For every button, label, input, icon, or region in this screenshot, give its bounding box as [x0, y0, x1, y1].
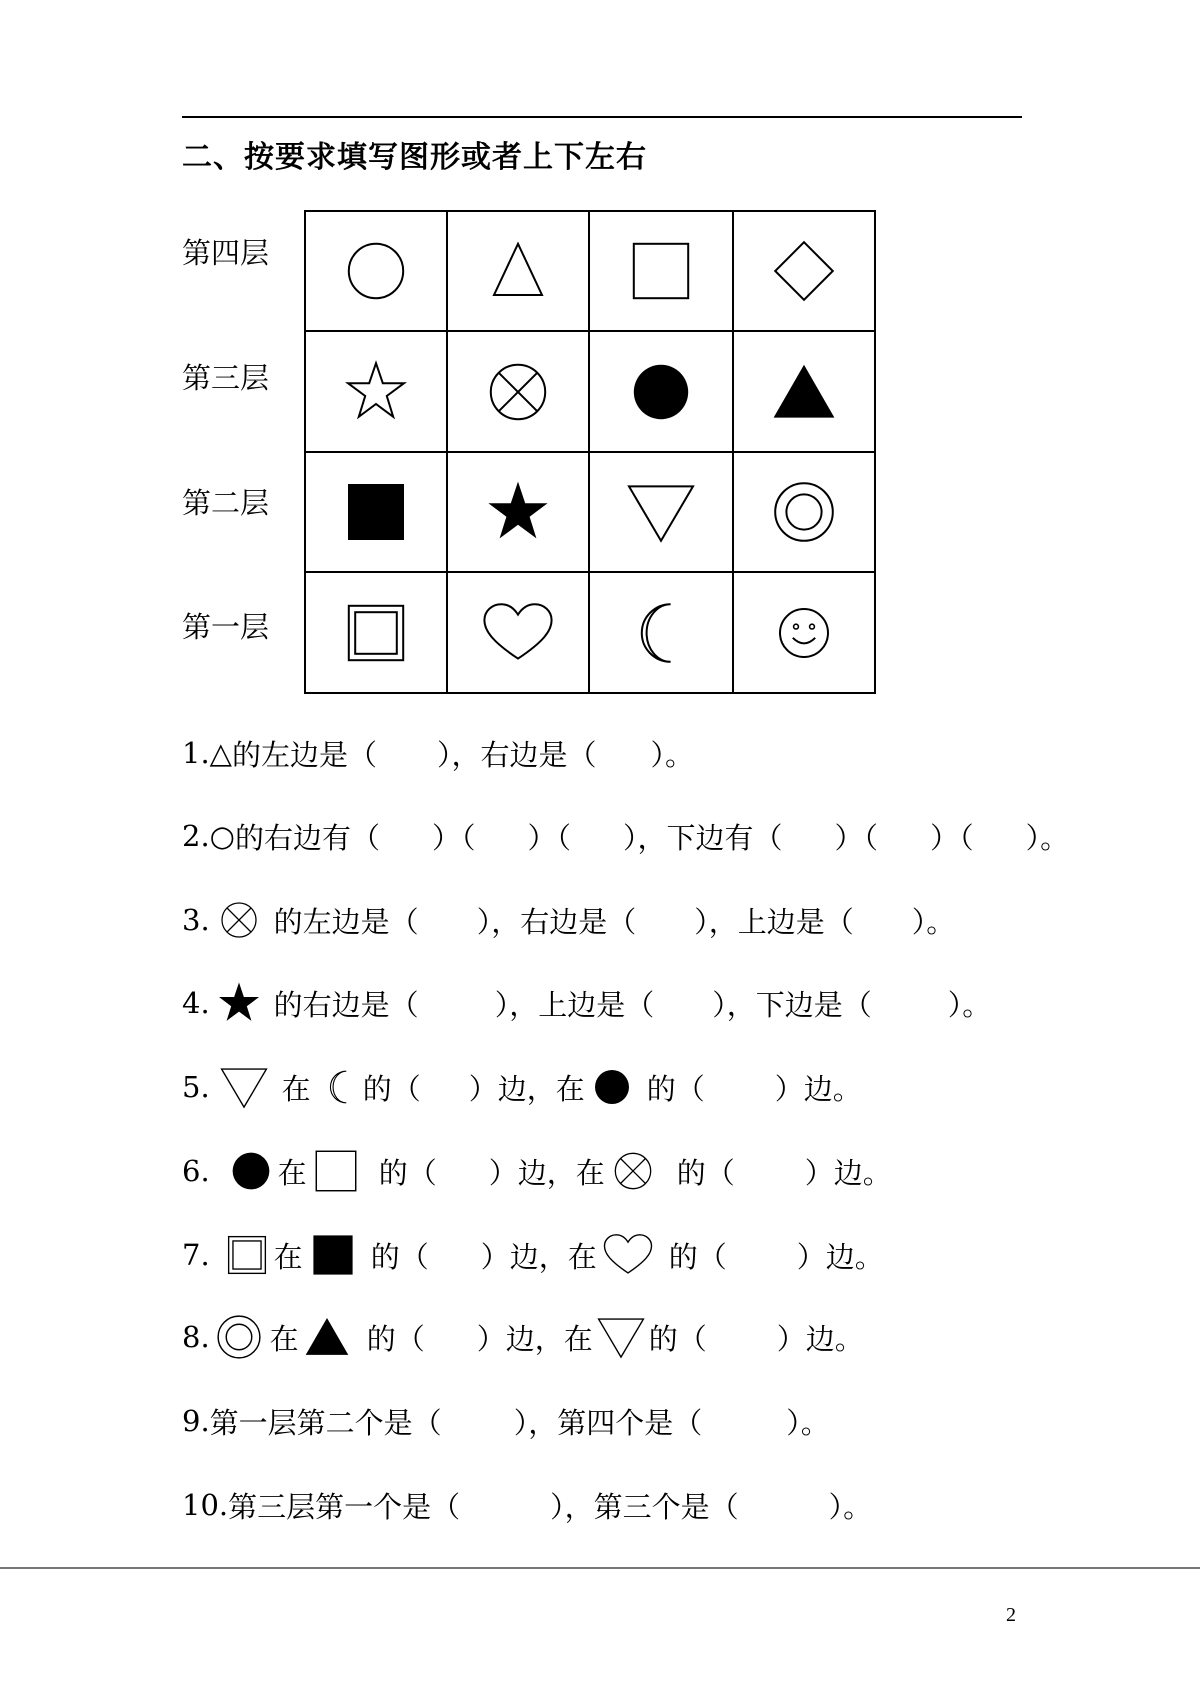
- grid-cell: [590, 212, 734, 332]
- grid-cell: [448, 573, 590, 692]
- question-text: ）（: [432, 820, 476, 855]
- triangle-down-icon: [593, 1309, 649, 1365]
- question-text: 在: [281, 1071, 311, 1106]
- star-outline-icon: [336, 352, 416, 432]
- question-8: [182, 1314, 864, 1360]
- question-text: 的左边是（: [231, 737, 377, 772]
- question-text: 在: [277, 1155, 307, 1190]
- heart-icon: [597, 1227, 659, 1283]
- question-text: ）。: [1025, 820, 1070, 855]
- question-5: [182, 1064, 862, 1110]
- question-7: [182, 1232, 884, 1278]
- question-2: [182, 813, 1069, 859]
- question-text: ），下边是（: [712, 987, 872, 1022]
- question-text: 的（: [668, 1239, 727, 1274]
- question-text: 的（: [648, 1321, 707, 1356]
- question-text: ）边。: [776, 1321, 864, 1356]
- triangle-symbol: △: [209, 736, 232, 770]
- double-circle-icon: [764, 472, 844, 552]
- grid-cell: [306, 332, 448, 453]
- grid-cell: [306, 453, 448, 573]
- heart-icon: [478, 593, 558, 673]
- circle-cross-icon: [607, 1145, 659, 1197]
- question-3: [182, 897, 955, 943]
- star-filled-icon: [212, 976, 266, 1030]
- question-9: [182, 1398, 830, 1444]
- circle-cross-icon: [478, 352, 558, 432]
- question-text: 第三层第一个是（: [228, 1489, 461, 1524]
- circle-filled-icon: [587, 1062, 637, 1112]
- question-10: [182, 1482, 872, 1528]
- header-rule: [182, 116, 1022, 118]
- question-text: 的右边有（: [234, 820, 380, 855]
- grid-cell: [734, 332, 874, 453]
- layer-label-1: 第一层: [182, 610, 270, 644]
- square-filled-icon: [305, 1227, 361, 1283]
- diamond-icon: [764, 231, 844, 311]
- circle-filled-icon: [224, 1144, 278, 1198]
- grid-cell: [734, 212, 874, 332]
- question-text: ），上边是（: [494, 987, 655, 1022]
- grid-cell: [734, 453, 874, 573]
- crescent-icon: [621, 593, 701, 673]
- question-6: [182, 1148, 892, 1194]
- question-text: ）（: [527, 820, 572, 855]
- square-icon: [307, 1142, 365, 1200]
- question-text: ）。: [911, 904, 956, 939]
- question-number: 7.: [182, 1238, 210, 1272]
- square-icon: [621, 231, 701, 311]
- square-filled-icon: [336, 472, 416, 552]
- crescent-icon: [319, 1061, 363, 1113]
- footer-rule: [0, 1567, 1200, 1569]
- triangle-filled-icon: [299, 1309, 355, 1365]
- question-text: 的（: [362, 1071, 421, 1106]
- circle-filled-icon: [621, 352, 701, 432]
- grid-cell: [590, 453, 734, 573]
- question-text: 的（: [646, 1071, 705, 1106]
- triangle-down-icon: [621, 472, 701, 552]
- question-text: ）。: [828, 1489, 873, 1524]
- question-text: ）。: [786, 1405, 830, 1440]
- question-text: 的右边是（: [273, 987, 419, 1022]
- layer-label-2: 第二层: [182, 486, 270, 520]
- layer-label-4: 第四层: [182, 236, 270, 270]
- question-text: ），第三个是（: [550, 1489, 739, 1524]
- question-text: ）。: [650, 737, 695, 772]
- question-text: ）边，在: [480, 1239, 597, 1274]
- question-text: 在: [273, 1239, 303, 1274]
- question-text: ），右边是（: [476, 904, 637, 939]
- question-text: 第一层第二个是（: [209, 1405, 442, 1440]
- grid-cell: [306, 573, 448, 692]
- question-text: 的（: [676, 1155, 735, 1190]
- section-title: 二、按要求填写图形或者上下左右: [182, 140, 647, 175]
- grid-cell: [448, 453, 590, 573]
- grid-cell: [590, 573, 734, 692]
- question-number: 6.: [182, 1154, 210, 1188]
- question-number: 1.: [182, 736, 210, 770]
- question-text: 的（: [366, 1321, 425, 1356]
- question-text: ）边。: [796, 1239, 884, 1274]
- question-text: ）。: [947, 987, 992, 1022]
- question-1: [182, 730, 694, 776]
- question-text: ），下边有（: [623, 820, 783, 855]
- circle-cross-icon: [214, 895, 264, 945]
- circle-icon: [336, 231, 416, 311]
- question-text: ），第四个是（: [513, 1405, 703, 1440]
- question-number: 9.: [182, 1404, 210, 1438]
- question-text: ）边，在: [488, 1155, 605, 1190]
- question-text: ）边，在: [476, 1321, 593, 1356]
- circle-symbol: ○: [209, 819, 235, 853]
- question-text: ）（: [834, 820, 879, 855]
- star-filled-icon: [478, 472, 558, 552]
- question-number: 8.: [182, 1320, 210, 1354]
- shape-grid: [304, 210, 876, 694]
- grid-cell: [448, 212, 590, 332]
- grid-cell: [590, 332, 734, 453]
- layer-label-3: 第三层: [182, 361, 270, 395]
- question-text: ）边。: [804, 1155, 892, 1190]
- smiley-icon: [764, 593, 844, 673]
- question-text: ），右边是（: [437, 737, 597, 772]
- question-text: 的（: [378, 1155, 437, 1190]
- triangle-down-icon: [216, 1059, 272, 1115]
- question-4: [182, 980, 991, 1026]
- grid-cell: [306, 212, 448, 332]
- double-square-icon: [220, 1228, 274, 1282]
- question-number: 3.: [182, 903, 210, 937]
- page-number: 2: [1006, 1604, 1016, 1626]
- question-number: 2.: [182, 819, 210, 853]
- question-text: ），上边是（: [694, 904, 854, 939]
- question-text: 的（: [370, 1239, 429, 1274]
- question-text: ）边。: [774, 1071, 862, 1106]
- question-text: ）边，在: [468, 1071, 585, 1106]
- double-circle-icon: [210, 1308, 268, 1366]
- grid-cell: [734, 573, 874, 692]
- question-number: 4.: [182, 986, 210, 1020]
- question-text: 的左边是（: [273, 904, 419, 939]
- triangle-filled-icon: [764, 352, 844, 432]
- question-text: ）（: [930, 820, 974, 855]
- double-square-icon: [336, 593, 416, 673]
- question-number: 5.: [182, 1070, 210, 1104]
- triangle-icon: [478, 231, 558, 311]
- grid-cell: [448, 332, 590, 453]
- question-text: 在: [269, 1321, 299, 1356]
- question-number: 10.: [182, 1488, 229, 1522]
